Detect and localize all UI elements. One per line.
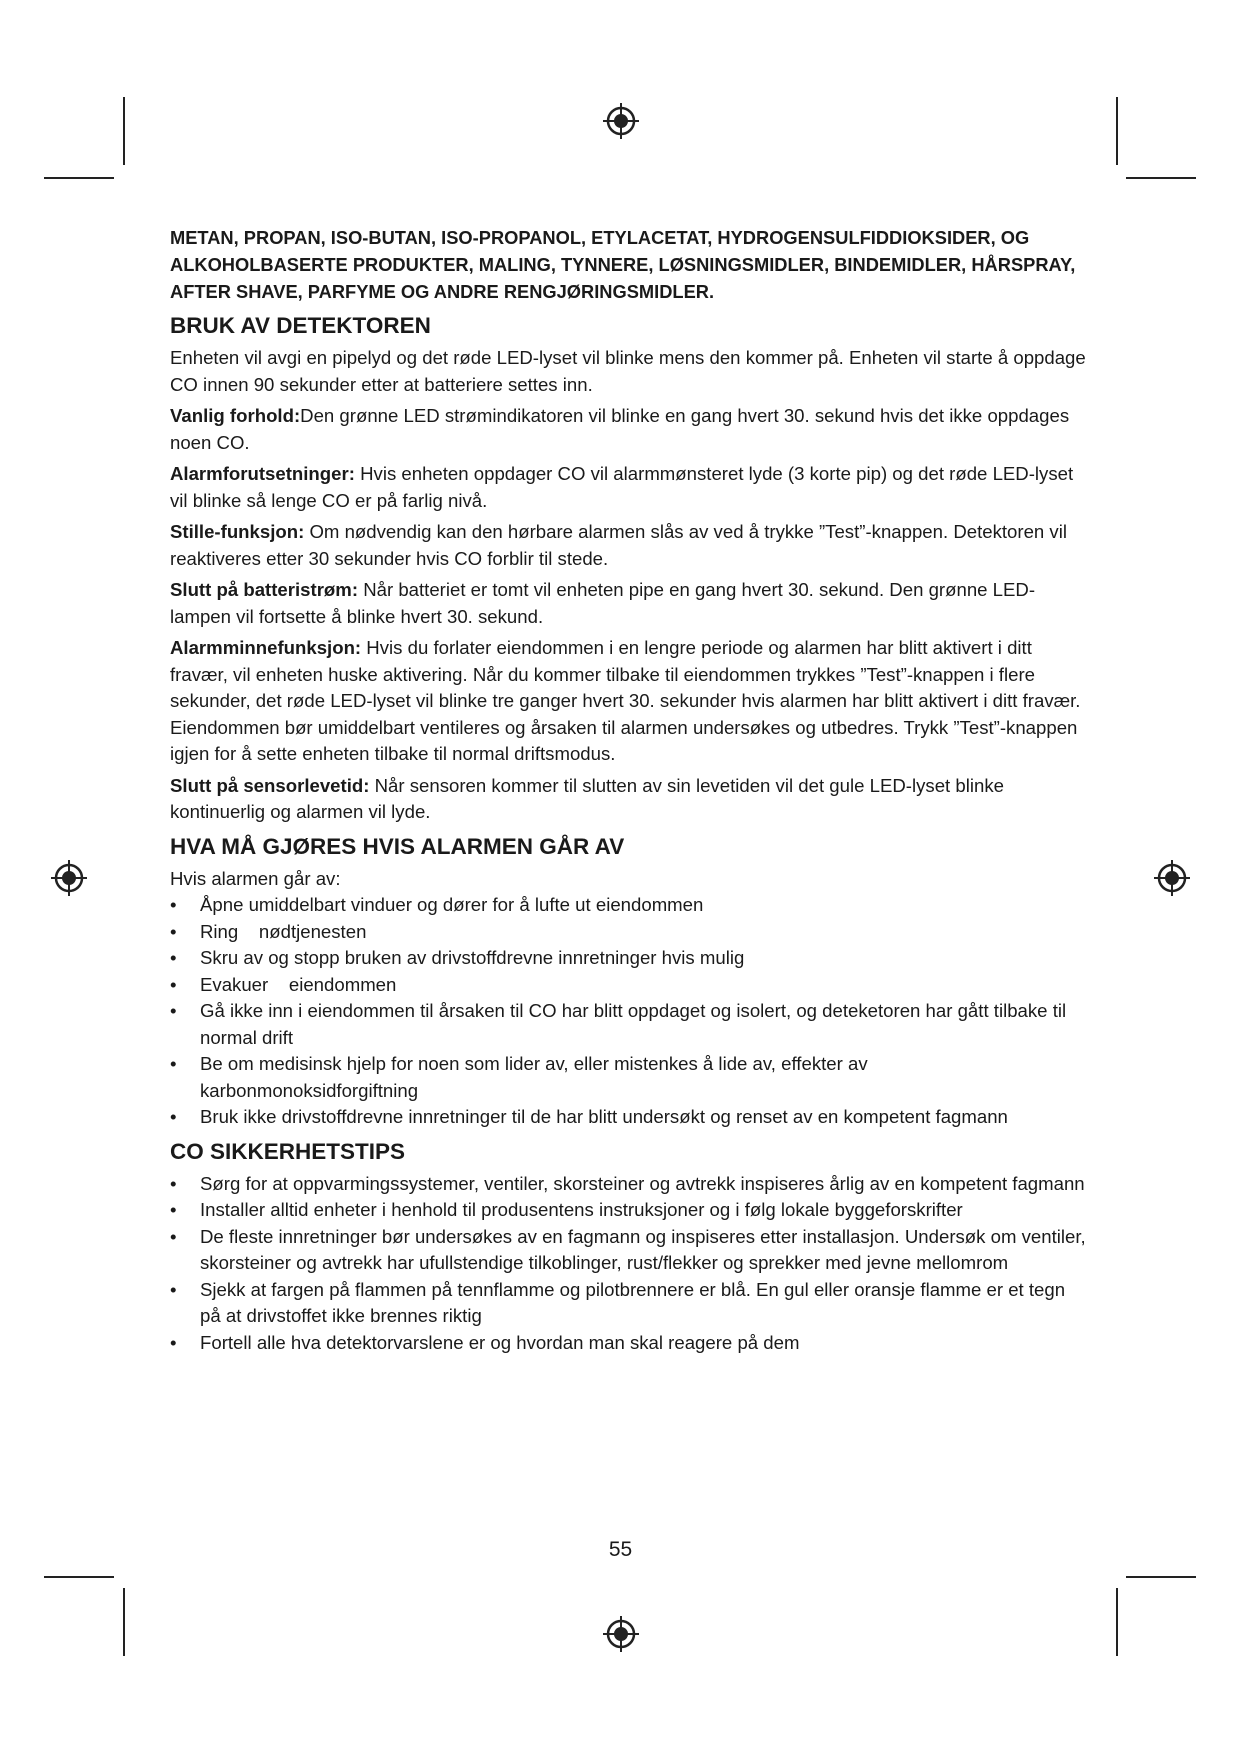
page-content	[170, 224, 1090, 1362]
alarm-lead: Hvis alarmen går av:	[170, 867, 341, 889]
list-item: • Fortell alle hva detektorvarslene er og hvordan man skal reagere på dem	[170, 1330, 1090, 1357]
crop-mark-tl-horizontal	[44, 177, 114, 179]
usage-item-text: Hvis enheten oppdager CO vil alarmmønsteret lyde (3 korte pip) og det røde LED-lyset vil blinke så lenge CO er på farlig nivå.	[170, 463, 1074, 511]
usage-item-label: Vanlig forhold:	[170, 405, 301, 426]
list-item: • Sjekk at fargen på flammen på tennflamme og pilotbrennere er blå. En gul eller oransje flamme er et tegn på at drivstoffet ikke brennes riktig	[170, 1277, 1090, 1330]
usage-item	[170, 577, 1090, 630]
list-item: • Be om medisinsk hjelp for noen som lider av, eller mistenkes å lide av, effekter av karbonmonoksidforgiftning	[170, 1051, 1090, 1104]
usage-item-label: Alarmforutsetninger:	[170, 463, 355, 484]
usage-item-text: Den grønne LED strømindikatoren vil blinke en gang hvert 30. sekund hvis det ikke oppdages noen CO.	[170, 405, 1070, 453]
crop-mark-bl-vertical	[123, 1588, 125, 1656]
crop-mark-tr-horizontal	[1126, 177, 1196, 179]
list-item: • Gå ikke inn i eiendommen til årsaken til CO har blitt oppdaget og isolert, og deteketoren har gått tilbake til normal drift	[170, 998, 1090, 1051]
usage-paragraph: Enheten vil avgi en pipelyd og det røde LED-lyset vil blinke mens den kommer på. Enheten vil starte å oppdage CO innen 90 sekunder etter at batteriere settes inn.	[170, 347, 1086, 395]
usage-item-label: Slutt på sensorlevetid:	[170, 774, 370, 796]
usage-item	[170, 461, 1090, 514]
list-item: • Installer alltid enheter i henhold til produsentens instruksjoner og i følg lokale byggeforskrifter	[170, 1197, 1090, 1224]
safety-list	[170, 1171, 1090, 1357]
usage-item	[170, 773, 1090, 826]
crop-mark-tr-vertical	[1116, 97, 1118, 165]
usage-item-label: Stille-funksjon:	[170, 521, 305, 542]
intro-warning-text: METAN, PROPAN, ISO-BUTAN, ISO-PROPANOL, ETYLACETAT, HYDROGENSULFIDDIOKSIDER, OG ALKOHOLBASERTE PRODUKTER, MALING, TYNNERE, LØSNINGSMIDLER, BINDEMIDLER, HÅRSPRAY, AFTER SHAVE, PARFYME OG ANDRE RENGJØRINGSMIDLER.	[170, 227, 1076, 302]
list-item: • Sørg for at oppvarmingssystemer, ventiler, skorsteiner og avtrekk inspiseres årlig av en kompetent fagmann	[170, 1171, 1090, 1198]
crop-mark-br-horizontal	[1126, 1576, 1196, 1578]
usage-item-text: Hvis du forlater eiendommen i en lengre periode og alarmen har blitt aktivert i ditt fravær, vil enheten huske aktivering. Når du kommer tilbake til eiendommen trykkes ”Test”-knappen i flere sekunder, det røde LED-lyset vil blinke tre ganger hvert 30. sekunder hvis alarmen har blitt aktivert i ditt fravær. Eiendommen bør umiddelbart ventileres og årsaken til alarmen undersøkes og utbedres. Trykk ”Test”-knappen igjen for å sette enheten tilbake til normal driftsmodus.	[170, 637, 1081, 764]
section-heading-safety: CO SIKKERHETSTIPS	[170, 1138, 406, 1164]
list-item: • Åpne umiddelbart vinduer og dører for å lufte ut eiendommen	[170, 892, 1090, 919]
usage-item-text: Når sensoren kommer til slutten av sin levetiden vil det gule LED-lyset blinke kontinuerlig og alarmen vil lyde.	[170, 774, 1004, 822]
usage-item	[170, 519, 1090, 572]
crop-mark-tl-vertical	[123, 97, 125, 165]
list-item: • Evakuer eiendommen	[170, 972, 1090, 999]
crop-mark-bl-horizontal	[44, 1576, 114, 1578]
registration-mark-icon	[1152, 858, 1192, 898]
list-item: • Bruk ikke drivstoffdrevne innretninger til de har blitt undersøkt og renset av en kompetent fagmann	[170, 1104, 1090, 1131]
section-heading-usage: BRUK AV DETEKTOREN	[170, 313, 431, 338]
list-item: • Skru av og stopp bruken av drivstoffdrevne innretninger hvis mulig	[170, 945, 1090, 972]
registration-mark-icon	[49, 858, 89, 898]
crop-mark-br-vertical	[1116, 1588, 1118, 1656]
registration-mark-icon	[601, 101, 641, 141]
list-item: • De fleste innretninger bør undersøkes av en fagmann og inspiseres etter installasjon. Undersøk om ventiler, skorsteiner og avtrekk har ufullstendige tilkoblinger, rust/flekker og sprekker med jevne mellomrom	[170, 1224, 1090, 1277]
usage-item-text: Om nødvendig kan den hørbare alarmen slås av ved å trykke ”Test”-knappen. Detektoren vil reaktiveres etter 30 sekunder hvis CO forblir til stede.	[170, 521, 1067, 569]
registration-mark-icon	[601, 1614, 641, 1654]
list-item: • Ring nødtjenesten	[170, 919, 1090, 946]
usage-item-label: Alarmminnefunksjon:	[170, 637, 362, 658]
page-number: 55	[608, 1538, 633, 1561]
usage-item	[170, 635, 1090, 768]
usage-item-label: Slutt på batteristrøm:	[170, 579, 359, 600]
section-heading-alarm: HVA MÅ GJØRES HVIS ALARMEN GÅR AV	[170, 833, 625, 859]
usage-item	[170, 403, 1090, 456]
alarm-list	[170, 892, 1090, 1131]
usage-item-text: Når batteriet er tomt vil enheten pipe en gang hvert 30. sekund. Den grønne LED-lampen vil fortsette å blinke hvert 30. sekund.	[170, 579, 1036, 627]
